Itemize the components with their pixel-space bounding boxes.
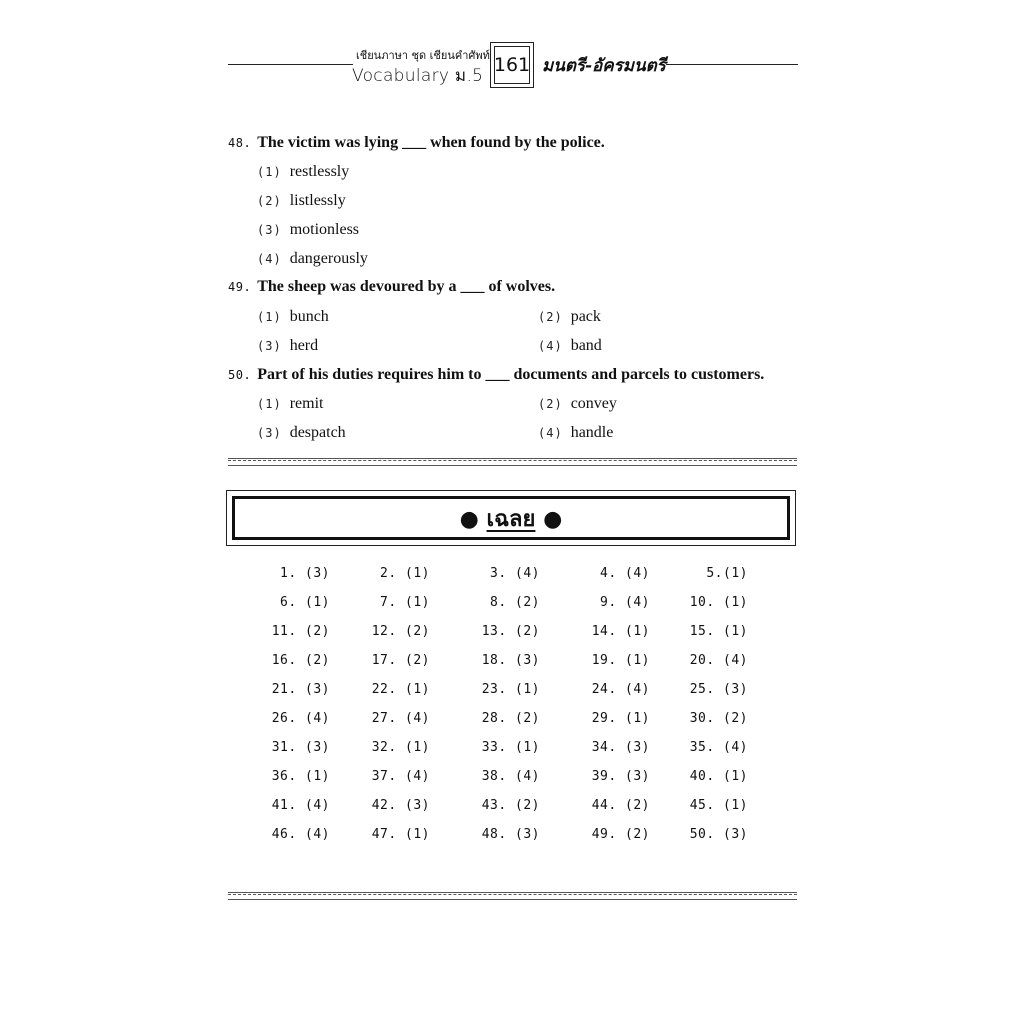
answer-row — [270, 769, 770, 798]
option — [257, 395, 323, 413]
question-50 — [228, 366, 764, 384]
answer-item: 42. (3) — [371, 798, 430, 813]
answer-item: 25. (3) — [689, 682, 748, 697]
option — [538, 395, 617, 413]
question-stem: The victim was lying ___ when found by the police. — [257, 134, 605, 151]
option-text: herd — [289, 337, 319, 354]
bullet-icon: ● — [459, 506, 479, 532]
answer-item: 29. (1) — [591, 711, 650, 726]
answer-item: 1. (3) — [280, 566, 330, 581]
answer-item: 22. (1) — [371, 682, 430, 697]
bottom-divider — [228, 892, 797, 900]
option-text: restlessly — [289, 163, 350, 180]
answer-item: 38. (4) — [481, 769, 540, 784]
answer-item: 4. (4) — [600, 566, 650, 581]
answer-item: 2. (1) — [380, 566, 430, 581]
answer-item: 40. (1) — [689, 769, 748, 784]
answer-item: 41. (4) — [271, 798, 330, 813]
option-text: dangerously — [289, 250, 368, 267]
option-text: remit — [289, 395, 324, 412]
answer-key-title-frame — [232, 496, 790, 540]
answer-item: 49. (2) — [591, 827, 650, 842]
answer-key-title — [460, 501, 563, 536]
answer-item: 16. (2) — [271, 653, 330, 668]
option-number: (3) — [257, 339, 282, 353]
answer-item: 12. (2) — [371, 624, 430, 639]
answer-row — [270, 827, 770, 856]
answer-row — [270, 798, 770, 827]
option-number: (3) — [257, 223, 282, 237]
answer-item: 23. (1) — [481, 682, 540, 697]
answer-item: 21. (3) — [271, 682, 330, 697]
answer-item: 36. (1) — [271, 769, 330, 784]
question-stem: Part of his duties requires him to ___ documents and parcels to customers. — [257, 366, 765, 383]
answer-item: 19. (1) — [591, 653, 650, 668]
answer-item: 45. (1) — [689, 798, 748, 813]
answer-item: 10. (1) — [689, 595, 748, 610]
page-header — [228, 40, 798, 96]
question-49 — [228, 278, 555, 296]
option-text: bunch — [289, 308, 329, 325]
answer-item: 8. (2) — [490, 595, 540, 610]
answer-item: 28. (2) — [481, 711, 540, 726]
answer-item: 47. (1) — [371, 827, 430, 842]
answer-key-title-box — [226, 490, 796, 546]
question-48 — [228, 134, 605, 152]
answer-item: 5.(1) — [706, 566, 748, 581]
answer-row — [270, 566, 770, 595]
answer-item: 13. (2) — [481, 624, 540, 639]
option-number: (3) — [257, 426, 282, 440]
header-rule-left — [228, 64, 353, 65]
option-number: (4) — [538, 339, 563, 353]
option-text: despatch — [289, 424, 346, 441]
question-number: 50. — [228, 368, 252, 382]
option — [257, 308, 329, 326]
header-rule-right — [666, 64, 798, 65]
answer-row — [270, 624, 770, 653]
option-number: (2) — [257, 194, 282, 208]
option-number: (1) — [257, 397, 282, 411]
option-text: motionless — [289, 221, 360, 238]
book-title: Vocabulary ม.5 — [352, 66, 484, 86]
answer-item: 18. (3) — [481, 653, 540, 668]
option-number: (2) — [538, 310, 563, 324]
option — [257, 163, 349, 181]
answer-row — [270, 653, 770, 682]
answer-item: 30. (2) — [689, 711, 748, 726]
answer-grid — [270, 566, 770, 856]
answer-item: 31. (3) — [271, 740, 330, 755]
answer-item: 43. (2) — [481, 798, 540, 813]
bullet-icon: ● — [543, 506, 563, 532]
answer-item: 26. (4) — [271, 711, 330, 726]
answer-item: 27. (4) — [371, 711, 430, 726]
answer-row — [270, 682, 770, 711]
answer-item: 34. (3) — [591, 740, 650, 755]
answer-item: 46. (4) — [271, 827, 330, 842]
series-title: เชียนภาษา ชุด เชียนคำศัพท์ — [356, 49, 490, 62]
option-number: (1) — [257, 165, 282, 179]
option — [257, 250, 368, 268]
option — [257, 337, 318, 355]
option-text: handle — [570, 424, 614, 441]
answer-item: 48. (3) — [481, 827, 540, 842]
question-number: 49. — [228, 280, 252, 294]
answer-item: 7. (1) — [380, 595, 430, 610]
option-text: band — [570, 337, 602, 354]
option-text: listlessly — [289, 192, 346, 209]
page-number: 161 — [490, 42, 534, 88]
option — [257, 424, 346, 442]
answer-key-title-text: เฉลย — [486, 506, 536, 532]
answer-item: 3. (4) — [490, 566, 540, 581]
answer-item: 17. (2) — [371, 653, 430, 668]
option — [257, 221, 359, 239]
option-number: (4) — [538, 426, 563, 440]
option-number: (1) — [257, 310, 282, 324]
answer-item: 20. (4) — [689, 653, 748, 668]
option-text: pack — [570, 308, 601, 325]
answer-item: 50. (3) — [689, 827, 748, 842]
answer-item: 15. (1) — [689, 624, 748, 639]
publisher-brand: มนตรี-อัครมนตรี — [542, 56, 666, 76]
answer-item: 6. (1) — [280, 595, 330, 610]
answer-item: 39. (3) — [591, 769, 650, 784]
option — [257, 192, 346, 210]
option-text: convey — [570, 395, 617, 412]
option — [538, 308, 601, 326]
question-stem: The sheep was devoured by a ___ of wolves. — [257, 278, 556, 295]
answer-item: 9. (4) — [600, 595, 650, 610]
answer-row — [270, 711, 770, 740]
answer-item: 37. (4) — [371, 769, 430, 784]
answer-item: 35. (4) — [689, 740, 748, 755]
answer-item: 14. (1) — [591, 624, 650, 639]
answer-row — [270, 595, 770, 624]
section-divider — [228, 458, 797, 466]
option-number: (4) — [257, 252, 282, 266]
answer-item: 24. (4) — [591, 682, 650, 697]
answer-item: 44. (2) — [591, 798, 650, 813]
answer-row — [270, 740, 770, 769]
answer-item: 11. (2) — [271, 624, 330, 639]
answer-item: 33. (1) — [481, 740, 540, 755]
question-number: 48. — [228, 136, 252, 150]
answer-item: 32. (1) — [371, 740, 430, 755]
option — [538, 424, 613, 442]
option-number: (2) — [538, 397, 563, 411]
option — [538, 337, 602, 355]
